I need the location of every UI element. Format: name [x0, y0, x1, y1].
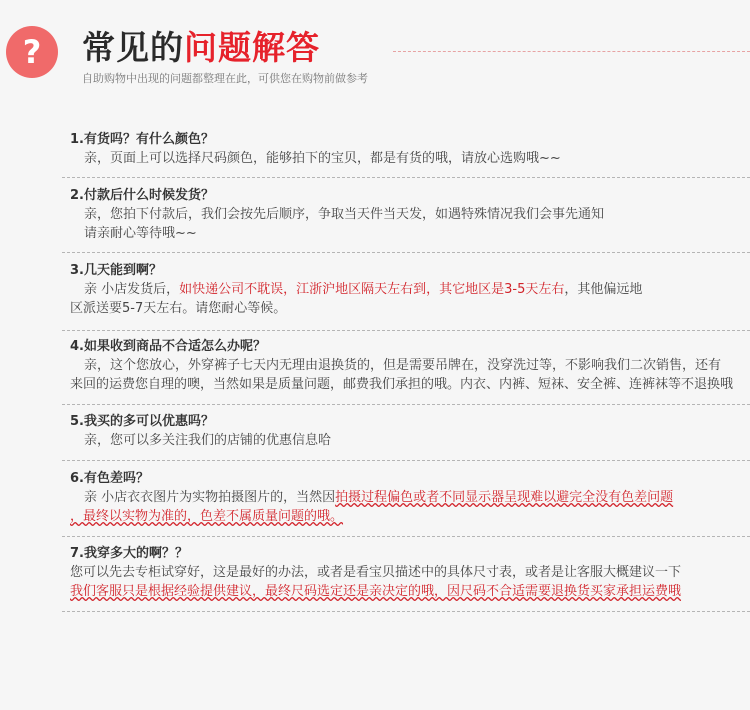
faq-answer: 亲，您可以多关注我们的店铺的优惠信息哈: [84, 433, 332, 448]
faq-question: 5.我买的多可以优惠吗？: [70, 414, 214, 429]
faq-answer: [70, 280, 750, 299]
faq-item-2: [70, 187, 750, 243]
faq-answer: 区派送要5-7天左右。请您耐心等候。: [70, 301, 287, 316]
faq-divider: [62, 252, 750, 253]
faq-answer: 亲，页面上可以选择尺码颜色，能够拍下的宝贝，都是有货的哦，请放心选购哦~~: [84, 151, 561, 166]
faq-divider: [62, 330, 750, 331]
answer-highlight: 拍摄过程偏色或者不同显示器呈现难以避完全没有色差问题: [335, 490, 674, 505]
faq-answer: 请亲耐心等待哦~~: [84, 226, 197, 241]
faq-answer: 您可以先去专柜试穿好，这是最好的办法，或者是看宝贝描述中的具体尺寸表，或者是让客服大概建议一下: [70, 565, 682, 580]
answer-text: 亲 小店衣衣图片为实物拍摄图片的，当然因: [84, 490, 336, 505]
faq-answer: [70, 488, 750, 507]
faq-divider: [62, 404, 750, 405]
answer-highlight: 我们客服只是根据经验提供建议，最终尺码选定还是亲决定的哦，因尺码不合适需要退换货买家承担运费哦: [70, 584, 682, 599]
faq-item-5: [70, 413, 750, 450]
answer-highlight: ，最终以实物为准的，色差不属质量问题的哦。: [70, 509, 344, 524]
faq-answer: 亲，您拍下付款后，我们会按先后顺序，争取当天件当天发，如遇特殊情况我们会事先通知: [84, 207, 605, 222]
faq-question: 1.有货吗？有什么颜色？: [70, 132, 214, 147]
faq-question: 3.几天能到啊？: [70, 263, 162, 278]
faq-item-4: [70, 338, 750, 394]
faq-divider: [62, 536, 750, 537]
faq-question: 2.付款后什么时候发货？: [70, 188, 214, 203]
title-part-dark: 常见的: [82, 28, 184, 67]
faq-answer: 亲，这个您放心，外穿裤子七天内无理由退换货的，但是需要吊牌在，没穿洗过等，不影响我们二次销售，还有: [84, 358, 722, 373]
faq-divider: [62, 460, 750, 461]
question-mark-icon: ?: [6, 26, 58, 78]
faq-question: 6.有色差吗？: [70, 471, 149, 486]
faq-item-6: [70, 470, 750, 526]
faq-question: 4.如果收到商品不合适怎么办呢？: [70, 339, 266, 354]
faq-answer: [70, 582, 750, 601]
faq-answer: 来回的运费您自理的噢，当然如果是质量问题，邮费我们承担的哦。内衣、内裤、短袜、安全裤、连裤袜等不退换哦: [70, 377, 734, 392]
faq-item-3: [70, 262, 750, 318]
answer-highlight: 如快递公司不耽误，江浙沪地区隔天左右到，其它地区是3-5天左右: [179, 282, 565, 297]
header-divider: [393, 51, 750, 52]
page-subtitle: 自助购物中出现的问题都整理在此，可供您在购物前做参考: [82, 72, 368, 85]
answer-text: 亲 小店发货后，: [84, 282, 180, 297]
faq-divider: [62, 611, 750, 612]
faq-answer: [70, 507, 750, 526]
title-part-red: 问题解答: [184, 28, 320, 67]
faq-item-1: [70, 131, 750, 168]
faq-divider: [62, 177, 750, 178]
faq-item-7: [70, 545, 750, 601]
answer-text: ，其他偏远地: [564, 282, 643, 297]
page-header: [0, 0, 750, 100]
faq-question: 7.我穿多大的啊？？: [70, 546, 188, 561]
page-title: [82, 22, 320, 69]
